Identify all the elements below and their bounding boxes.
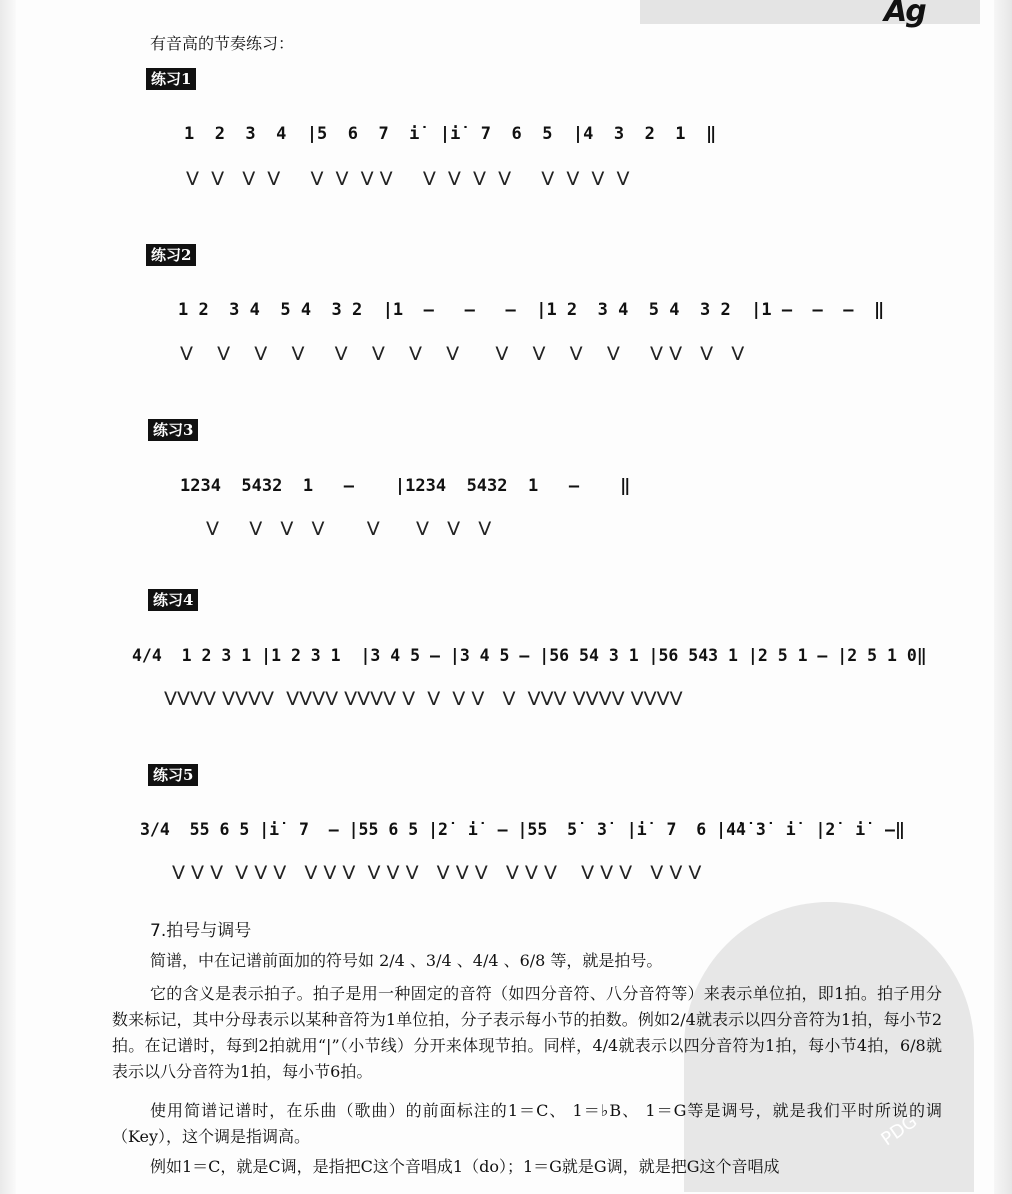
- exercise-1-label: 练习1: [146, 68, 196, 90]
- exercise-5-label: 练习5: [148, 764, 198, 786]
- scan-edge-right: [994, 0, 1012, 1194]
- exercise-3-label: 练习3: [148, 419, 198, 441]
- scan-edge-left: [0, 0, 16, 1194]
- section-7-paragraph-1: 简谱，中在记谱前面加的符号如 2/4 、3/4 、4/4 、6/8 等，就是拍号。: [150, 951, 663, 970]
- corner-mark: Ag: [884, 0, 925, 29]
- exercise-3-notes: 1234 5432 1 – |1234 5432 1 – ‖: [180, 476, 631, 496]
- exercise-1-beat-ticks: V V V V V V V V V V V V V V V V: [186, 168, 630, 190]
- section-7-paragraph-3: 使用简谱记谱时，在乐曲（歌曲）的前面标注的1＝C、 1＝♭B、 1＝G等是调号，就是我们平时所说的调（Key），这个调是指调高。: [112, 1101, 942, 1146]
- exercise-5-beat-ticks: V V V V V V V V V V V V V V V V V V V V V V V V: [172, 862, 702, 884]
- section-7-paragraph-4: 例如1＝C，就是C调，是指把C这个音唱成1（do）；1＝G就是G调，就是把G这个音唱成: [150, 1157, 780, 1176]
- scan-shadow-top: [640, 0, 980, 24]
- exercise-4-label: 练习4: [148, 589, 198, 611]
- section-7-paragraph-2: 它的含义是表示拍子。拍子是用一种固定的音符（如四分音符、八分音符等）来表示单位拍，即1拍。拍子用分数来标记，其中分母表示以某种音符为1单位拍，分子表示每小节的拍数。例如2/4就表示以四分音符为1拍，每小节2拍。在记谱时，每到2拍就用“|”（小节线）分开来体现节拍。同样，4/4就表示以四分音符为1拍，每小节4拍，6/8就表示以八分音符为1拍，每小节6拍。: [112, 984, 942, 1081]
- exercise-2-label: 练习2: [146, 244, 196, 266]
- exercise-2-notes: 1 2 3 4 5 4 3 2 |1 – – – |1 2 3 4 5 4 3 2 |1 – – – ‖: [178, 300, 885, 320]
- exercise-4-beat-ticks: VVVV VVVV VVVV VVVV V V V V V VVV VVVV VVVV: [164, 688, 683, 710]
- watermark-pdg-text: PDG: [877, 1110, 922, 1151]
- exercise-2-beat-ticks: V V V V V V V V V V V V V V V V: [180, 343, 745, 365]
- intro-text: 有音高的节奏练习：: [150, 34, 295, 53]
- section-7-heading: 7.拍号与调号: [150, 921, 252, 941]
- exercise-1-notes: 1 2 3 4 |5 6 7 i̇ |i̇ 7 6 5 |4 3 2 1 ‖: [184, 124, 717, 144]
- exercise-4-notes: 4/4 1 2 3 1 |1 2 3 1 |3 4 5 – |3 4 5 – |56 54 3 1 |56 543 1 |2 5 1 – |2 5 1 0‖: [132, 646, 927, 665]
- exercise-3-beat-ticks: V V V V V V V V: [200, 518, 492, 540]
- exercise-5-notes: 3/4 55 6 5 |i̇ 7 – |55 6 5 |2̇ i̇ – |55 5̇ 3̇ |i̇ 7 6 |4̇4̇ 3̇ i̇ |2̇ i̇ –‖: [140, 820, 905, 839]
